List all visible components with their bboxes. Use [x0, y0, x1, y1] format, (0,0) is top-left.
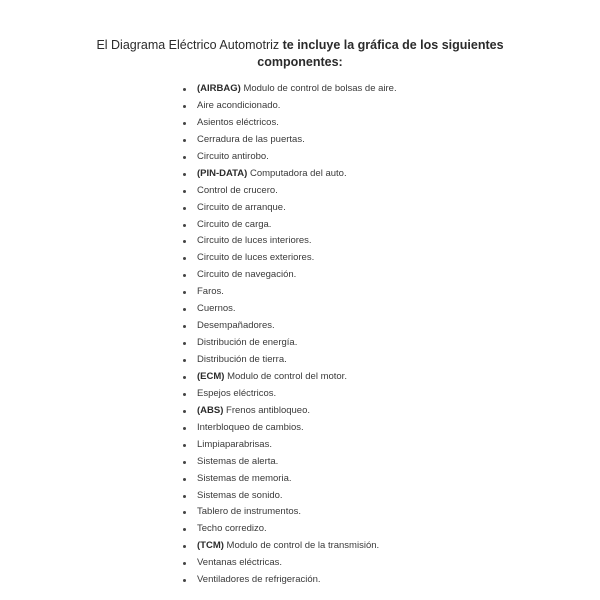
- bullet-icon: [183, 511, 186, 514]
- bullet-icon: [183, 122, 186, 125]
- list-item: [180, 267, 397, 284]
- component-label: Sistemas de memoria.: [197, 472, 292, 484]
- component-code: (AIRBAG): [197, 83, 241, 94]
- bullet-icon: [183, 528, 186, 531]
- bullet-icon: [183, 105, 186, 108]
- component-code: (ABS): [197, 404, 224, 416]
- list-item: [180, 352, 397, 369]
- bullet-icon: [183, 562, 186, 565]
- list-item: [180, 250, 397, 267]
- list-item: [180, 217, 397, 234]
- component-code: (ECM): [197, 370, 225, 382]
- component-label: Computadora del auto.: [247, 167, 347, 179]
- bullet-icon: [183, 224, 186, 227]
- bullet-icon: [183, 240, 186, 243]
- component-label: Tablero de instrumentos.: [197, 506, 302, 518]
- bullet-icon: [183, 325, 186, 328]
- list-item: [180, 555, 397, 572]
- bullet-icon: [183, 190, 186, 193]
- bullet-icon: [183, 444, 186, 447]
- bullet-icon: [183, 376, 186, 379]
- bullet-icon: [183, 342, 186, 345]
- list-item: [180, 386, 397, 403]
- component-label: Modulo de control del motor.: [224, 370, 347, 382]
- bullet-icon: [183, 274, 186, 277]
- list-item: [180, 488, 397, 505]
- list-item: [180, 81, 397, 98]
- list-item: [180, 504, 397, 521]
- component-label: Techo corredizo.: [197, 523, 267, 535]
- component-label: Cuernos.: [197, 303, 236, 315]
- list-item: [180, 301, 397, 318]
- list-item: [180, 284, 397, 301]
- bullet-icon: [183, 495, 186, 498]
- bullet-icon: [183, 359, 186, 362]
- list-item: [180, 115, 397, 132]
- list-item: [180, 318, 397, 335]
- list-item: [180, 403, 397, 420]
- list-item: [180, 369, 397, 386]
- component-label: Limpiaparabrisas.: [197, 438, 272, 450]
- component-label: Interbloqueo de cambios.: [197, 421, 304, 433]
- bullet-icon: [183, 427, 186, 430]
- bullet-icon: [183, 461, 186, 464]
- component-label: Circuito antirobo.: [197, 150, 269, 162]
- bullet-icon: [183, 478, 186, 481]
- bullet-icon: [183, 291, 186, 294]
- component-label: Ventiladores de refrigeración.: [197, 574, 321, 586]
- list-item: [180, 98, 397, 115]
- list-item: [180, 572, 397, 589]
- component-label: Circuito de luces exteriores.: [197, 252, 315, 264]
- component-label: Distribución de tierra.: [197, 354, 287, 365]
- component-label: Circuito de luces interiores.: [197, 235, 312, 247]
- bullet-icon: [183, 545, 186, 548]
- component-code: (PIN-DATA): [197, 167, 248, 179]
- component-code: (TCM): [197, 540, 224, 552]
- component-label: Sistemas de sonido.: [197, 489, 283, 501]
- list-item: [180, 454, 397, 471]
- component-label: Distribución de energía.: [197, 337, 298, 349]
- component-label: Espejos eléctricos.: [197, 387, 277, 399]
- list-item: [180, 420, 397, 437]
- list-item: [180, 437, 397, 454]
- list-item: [180, 233, 397, 250]
- intro-heading: [60, 37, 540, 71]
- bullet-icon: [183, 257, 186, 260]
- bullet-icon: [183, 88, 186, 91]
- component-label: Circuito de arranque.: [197, 201, 286, 213]
- list-item: [180, 166, 397, 183]
- component-list: [180, 81, 397, 589]
- bullet-icon: [183, 156, 186, 159]
- bullet-icon: [183, 139, 186, 142]
- list-item: [180, 183, 397, 200]
- list-item: [180, 471, 397, 488]
- component-label: Sistemas de alerta.: [197, 455, 279, 467]
- component-label: Frenos antibloqueo.: [223, 404, 311, 416]
- intro-bold-text: te incluye la gráfica de los siguientes componentes:: [257, 38, 504, 69]
- list-item: [180, 200, 397, 217]
- list-item: [180, 132, 397, 149]
- list-item: [180, 538, 397, 555]
- list-item: [180, 521, 397, 538]
- bullet-icon: [183, 393, 186, 396]
- component-label: Circuito de carga.: [197, 218, 272, 230]
- component-label: Modulo de control de bolsas de aire.: [240, 83, 397, 94]
- bullet-icon: [183, 579, 186, 582]
- intro-text: El Diagrama Eléctrico Automotriz: [96, 38, 283, 52]
- component-label: Desempañadores.: [197, 320, 275, 332]
- list-item: [180, 149, 397, 166]
- component-label: Modulo de control de la transmisión.: [223, 540, 380, 552]
- component-label: Cerradura de las puertas.: [197, 133, 305, 145]
- list-item: [180, 335, 397, 352]
- component-label: Faros.: [197, 286, 224, 298]
- component-label: Ventanas eléctricas.: [197, 557, 283, 569]
- bullet-icon: [183, 207, 186, 210]
- component-label: Asientos eléctricos.: [197, 116, 279, 128]
- bullet-icon: [183, 308, 186, 311]
- component-label: Aire acondicionado.: [197, 99, 281, 111]
- bullet-icon: [183, 173, 186, 176]
- bullet-icon: [183, 410, 186, 413]
- component-label: Control de crucero.: [197, 184, 278, 196]
- component-label: Circuito de navegación.: [197, 269, 297, 281]
